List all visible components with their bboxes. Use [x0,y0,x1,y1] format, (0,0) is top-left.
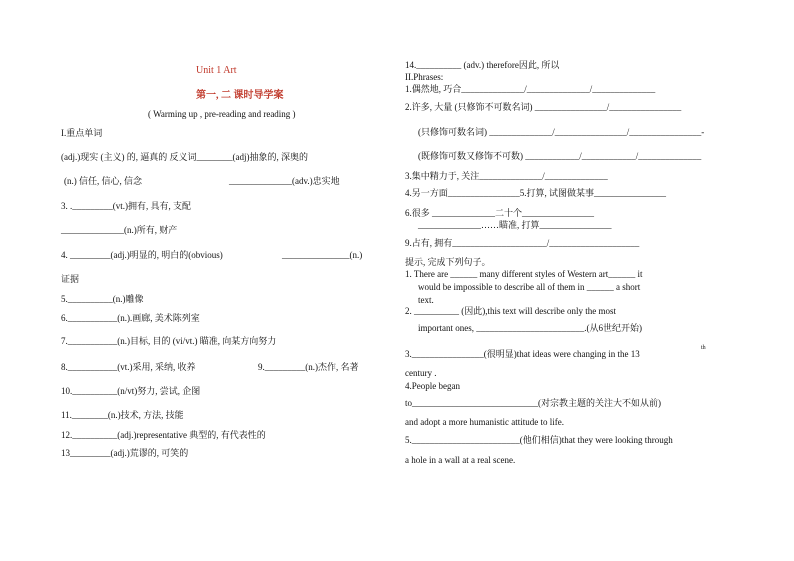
phrase-item-8: ______________……瞄准, 打算________________ [418,220,612,230]
vocab-item-2: (n.) 信任, 信心, 信念 [64,176,142,186]
vocab-item-3: 3. ._________(vt.)拥有, 具有, 支配 [61,201,191,211]
sentence-3-line-1: 3.________________(很明显)that ideas were changing in the 13 [405,349,640,359]
phrase-item-6: 6.很多 ______________二十个________________ [405,208,595,218]
section-heading-vocabulary: I.重点单词 [61,128,103,138]
section-heading-sentences: 提示, 完成下列句子。 [405,257,491,267]
sentence-1-line-3: text. [418,295,434,305]
phrase-item-1: 1.偶然地, 巧合______________/______________/______________ [405,84,656,94]
vocab-item-5: 5.__________(n.)雕像 [61,294,144,304]
sentence-4-line-1: 4.People began [405,381,460,391]
vocab-item-7: 7.___________(n.)目标, 目的 (vi/vt.) 瞄准, 向某方向努力 [61,336,277,346]
vocab-item-3-noun: ______________(n.)所有, 财产 [61,225,178,235]
sentence-4-line-2: to____________________________(对宗教主题的关注大不如从前) [405,398,661,408]
ordinal-superscript: th [701,345,706,351]
sentence-2-line-1: 2. __________ (因此),this text will describe only the most [405,306,616,316]
sentence-4-line-3: and adopt a more humanistic attitude to life. [405,417,564,427]
phrase-item-3: 3.集中精力于, 关注______________/______________ [405,171,608,181]
vocab-item-12: 12.__________(adj.)representative 典型的, 有代表性的 [61,430,266,440]
vocab-item-4: 4. _________(adj.)明显的, 明白的(obvious) [61,250,223,260]
sentence-5-line-1: 5.________________________(他们相信)that they were looking through [405,435,673,445]
vocab-item-8: 8.___________(vt.)采用, 采纳, 收养 [61,362,196,372]
vocab-item-4-noun: _______________(n.) [282,250,363,260]
phrase-item-2: 2.许多, 大量 (只修饰不可数名词) ________________/________________ [405,102,682,112]
lesson-subtitle: 第一, 二 课时导学案 [196,90,284,101]
phrase-item-9: 9.占有, 拥有_____________________/____________________ [405,238,640,248]
page-title: Unit 1 Art [196,65,237,76]
vocab-item-11: 11.________(n.)技术, 方法, 技能 [61,410,184,420]
vocab-item-14: 14.__________ (adv.) therefore因此, 所以 [405,60,560,70]
vocab-item-6: 6.___________(n.).画廊, 美术陈列室 [61,313,200,323]
vocab-item-1: (adj.)现实 (主义) 的, 逼真的 反义词________(adj)抽象的, 深奥的 [61,152,308,162]
sentence-5-line-2: a hole in a wall at a real scene. [405,455,516,465]
lesson-phase: ( Warming up , pre-reading and reading ) [148,109,296,119]
vocab-item-13: 13_________(adj.)荒谬的, 可笑的 [61,448,189,458]
vocab-item-4-meaning: 证据 [61,274,80,284]
phrase-item-2-both: (既修饰可数又修饰不可数) ____________/____________/______________ [418,151,702,161]
sentence-1-line-2: would be impossible to describe all of them in ______ a short [418,282,641,292]
sentence-3-line-2: century . [405,368,437,378]
sentence-1-line-1: 1. There are ______ many different styles of Western art______ it [405,269,643,279]
vocab-item-9: 9._________(n.)杰作, 名著 [258,362,359,372]
sentence-2-line-2: important ones, ________________________.(从6世纪开始) [418,323,642,333]
section-heading-phrases: II.Phrases: [405,72,444,82]
vocab-item-2-blank: ______________(adv.)忠实地 [229,176,340,186]
phrase-item-2-countable: (只修饰可数名词) ______________/________________/________________- [418,127,705,137]
vocab-item-10: 10.__________(n/vt)努力, 尝试, 企图 [61,386,201,396]
phrase-item-4-5: 4.另一方面________________5.打算, 试图做某事________________ [405,188,667,198]
